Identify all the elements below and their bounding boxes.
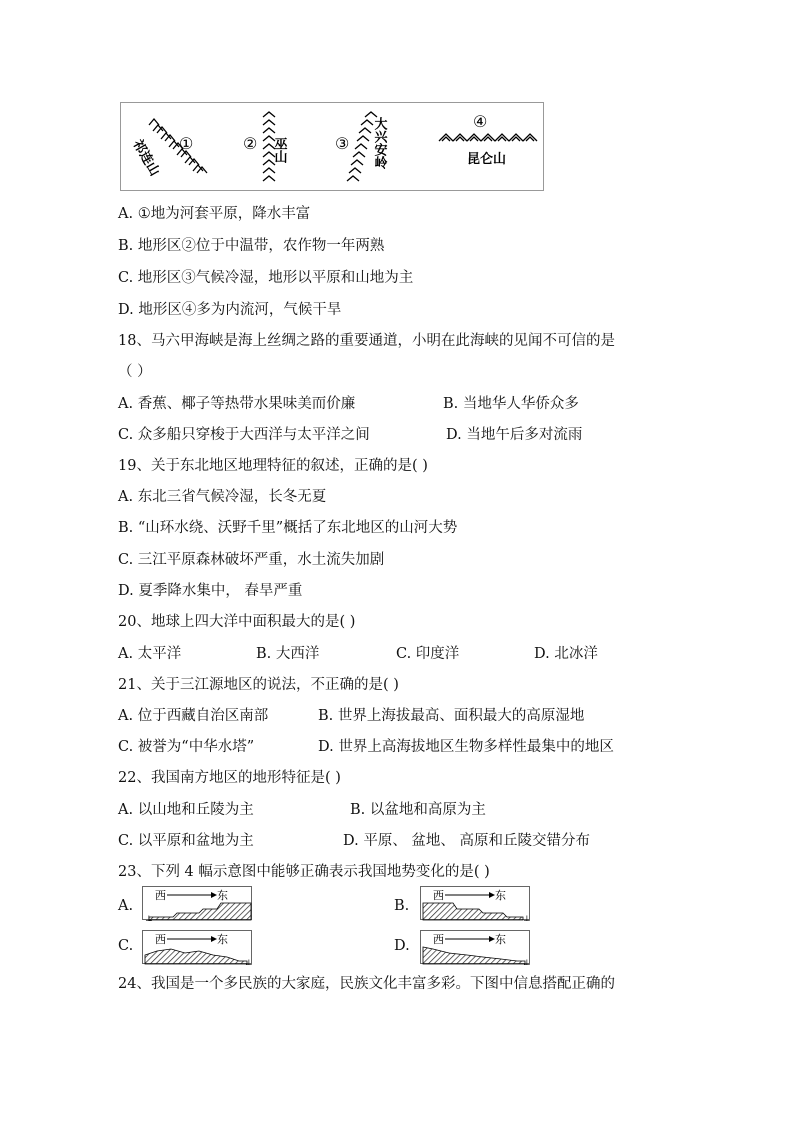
q18-stem: 18、马六甲海峡是海上丝绸之路的重要通道，小明在此海峡的见闻不可信的是	[118, 333, 615, 349]
q23-option-d-label: D.	[394, 938, 410, 954]
q21-option-d: D. 世界上高海拔地区生物多样性最集中的地区	[318, 739, 614, 755]
q20-option-c: C. 印度洋	[396, 646, 460, 662]
svg-text:西: 西	[433, 933, 444, 946]
q22-option-c: C. 以平原和盆地为主	[118, 833, 254, 849]
q21-options-row1	[118, 706, 585, 726]
svg-text:西: 西	[433, 889, 444, 902]
q22-option-a: A. 以山地和丘陵为主	[118, 802, 254, 818]
svg-text:东: 东	[495, 889, 506, 902]
svg-text:西: 西	[155, 933, 166, 946]
q21-option-b: B. 世界上海拔最高、面积最大的高原湿地	[318, 708, 585, 724]
svg-text:⊥: ⊥	[523, 914, 531, 921]
mountain-range-4	[439, 134, 537, 141]
m2-number: ②	[243, 134, 258, 153]
q23-option-c-label: C.	[118, 938, 134, 954]
q20-option-a: A. 太平洋	[118, 646, 182, 662]
svg-text:⊥: ⊥	[523, 958, 531, 965]
q22-options-row1	[118, 800, 486, 820]
q19-option-a: A. 东北三省气候冷湿，长冬无夏	[118, 489, 327, 505]
mountain-diagram	[121, 103, 545, 192]
mountain-figure	[120, 102, 544, 191]
m4-number: ④	[473, 112, 488, 131]
q19-option-c: C. 三江平原森林破坏严重，水土流失加剧	[118, 552, 385, 568]
svg-text:西: 西	[155, 889, 166, 902]
q17-option-a: A. ①地为河套平原，降水丰富	[118, 206, 311, 222]
q18-option-a: A. 香蕉、椰子等热带水果味美而价廉	[118, 396, 356, 412]
m4-name-label: 昆仑山	[467, 152, 507, 167]
q22-options-row2	[118, 831, 591, 851]
svg-text:⊥: ⊥	[145, 914, 153, 921]
q24-stem: 24、我国是一个多民族的大家庭，民族文化丰富多彩。下图中信息搭配正确的	[118, 976, 615, 992]
m3-number: ③	[335, 134, 350, 153]
q19-option-b: B. “山环水绕、沃野千里”概括了东北地区的山河大势	[118, 520, 458, 536]
q19-option-d: D. 夏季降水集中， 春旱严重	[118, 583, 303, 599]
q20-options	[118, 644, 598, 664]
q23-profile-c	[142, 930, 252, 964]
q22-option-b: B. 以盆地和高原为主	[350, 802, 486, 818]
svg-text:东: 东	[495, 933, 506, 946]
svg-text:东: 东	[217, 933, 228, 946]
q23-stem: 23、下列 4 幅示意图中能够正确表示我国地势变化的是( )	[118, 864, 490, 880]
q20-stem: 20、地球上四大洋中面积最大的是( )	[118, 614, 356, 630]
q19-stem: 19、关于东北地区地理特征的叙述，正确的是( )	[118, 458, 428, 474]
q20-option-d: D. 北冰洋	[534, 646, 598, 662]
q23-profile-b	[420, 886, 530, 920]
q23-profile-d	[420, 930, 530, 964]
q21-option-a: A. 位于西藏自治区南部	[118, 708, 269, 724]
q22-option-d: D. 平原、 盆地、 高原和丘陵交错分布	[343, 833, 591, 849]
q21-option-c: C. 被誉为“中华水塔”	[118, 739, 255, 755]
q20-option-b: B. 大西洋	[256, 646, 320, 662]
q23-option-a-label: A.	[118, 898, 134, 914]
q18-option-b: B. 当地华人华侨众多	[443, 396, 579, 412]
svg-text:祁连山: 祁连山	[129, 137, 163, 179]
q23-option-b-label: B.	[394, 898, 410, 914]
q17-option-c: C. 地形区③气候冷湿，地形以平原和山地为主	[118, 270, 414, 286]
m3-name-label: 大兴安岭	[371, 117, 387, 169]
m1-number: ①	[179, 134, 194, 153]
q18-option-c: C. 众多船只穿梭于大西洋与太平洋之间	[118, 427, 370, 443]
q18-options-row2	[118, 425, 583, 445]
q17-option-b: B. 地形区②位于中温带，农作物一年两熟	[118, 238, 385, 254]
q17-option-d: D. 地形区④多为内流河，气候干旱	[118, 302, 342, 318]
q18-paren: （ ）	[118, 364, 152, 380]
svg-text:⊥: ⊥	[245, 958, 253, 965]
q23-profile-a	[142, 886, 252, 920]
m2-name-label: 巫山	[271, 137, 287, 163]
q22-stem: 22、我国南方地区的地形特征是( )	[118, 770, 341, 786]
q21-options-row2	[118, 737, 614, 757]
q21-stem: 21、关于三江源地区的说法，不正确的是( )	[118, 677, 399, 693]
q18-option-d: D. 当地午后多对流雨	[446, 427, 583, 443]
q18-options-row1	[118, 394, 579, 414]
svg-text:东: 东	[217, 889, 228, 902]
m1-name-label	[130, 137, 163, 179]
